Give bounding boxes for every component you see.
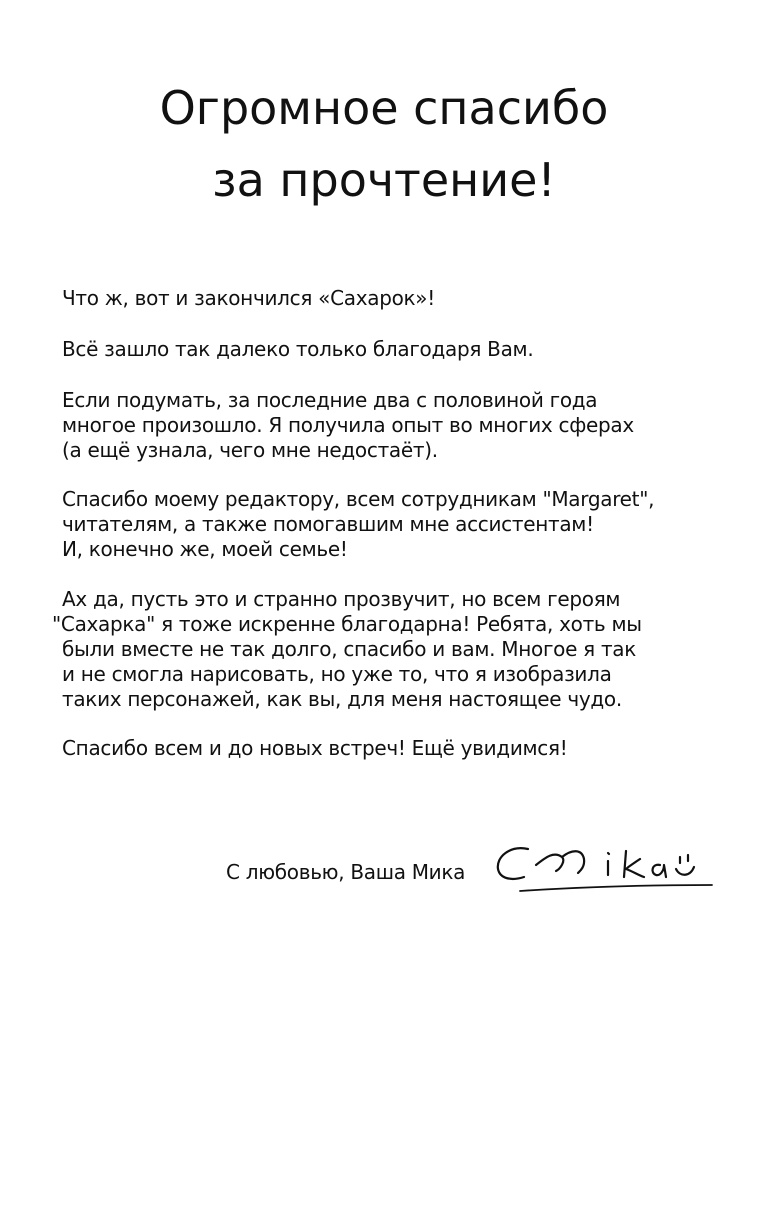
title-line-2: за прочтение! [212,153,556,207]
paragraph-line: Всё зашло так далеко только благодаря Вам. [62,337,534,361]
paragraph-5 [52,587,712,712]
closing-line: С любовью, Ваша Мика [226,860,466,884]
paragraph-1 [62,286,722,311]
paragraph-line: Если подумать, за последние два с половиной года [62,388,598,412]
page-title [0,72,768,216]
paragraph-line: И, конечно же, моей семье! [62,537,348,561]
paragraph-line: читателям, а также помогавшим мне ассистентам! [62,512,594,536]
paragraph-line: (а ещё узнала, чего мне недостаёт). [62,438,438,462]
paragraph-line: Спасибо моему редактору, всем сотрудникам "Margaret", [62,487,655,511]
paragraph-line: таких персонажей, как вы, для меня настоящее чудо. [62,687,622,711]
paragraph-line: были вместе не так долго, спасибо и вам. Многое я так [62,637,637,661]
paragraph-line: Что ж, вот и закончился «Сахарок»! [62,286,435,310]
handwritten-signature [490,835,720,905]
paragraph-line: "Сахарка" я тоже искренне благодарна! Ребята, хоть мы [52,612,642,636]
paragraph-line: многое произошло. Я получила опыт во многих сферах [62,413,634,437]
paragraph-2 [62,337,722,362]
paragraph-4 [62,487,722,562]
paragraph-6 [62,736,722,761]
paragraph-line: Спасибо всем и до новых встреч! Ещё увидимся! [62,736,568,760]
paragraph-line: Ах да, пусть это и странно прозвучит, но всем героям [62,587,621,611]
signature-strokes [498,848,712,891]
paragraph-3 [62,388,722,463]
paragraph-line: и не смогла нарисовать, но уже то, что я изобразила [62,662,612,686]
title-line-1: Огромное спасибо [159,81,609,135]
